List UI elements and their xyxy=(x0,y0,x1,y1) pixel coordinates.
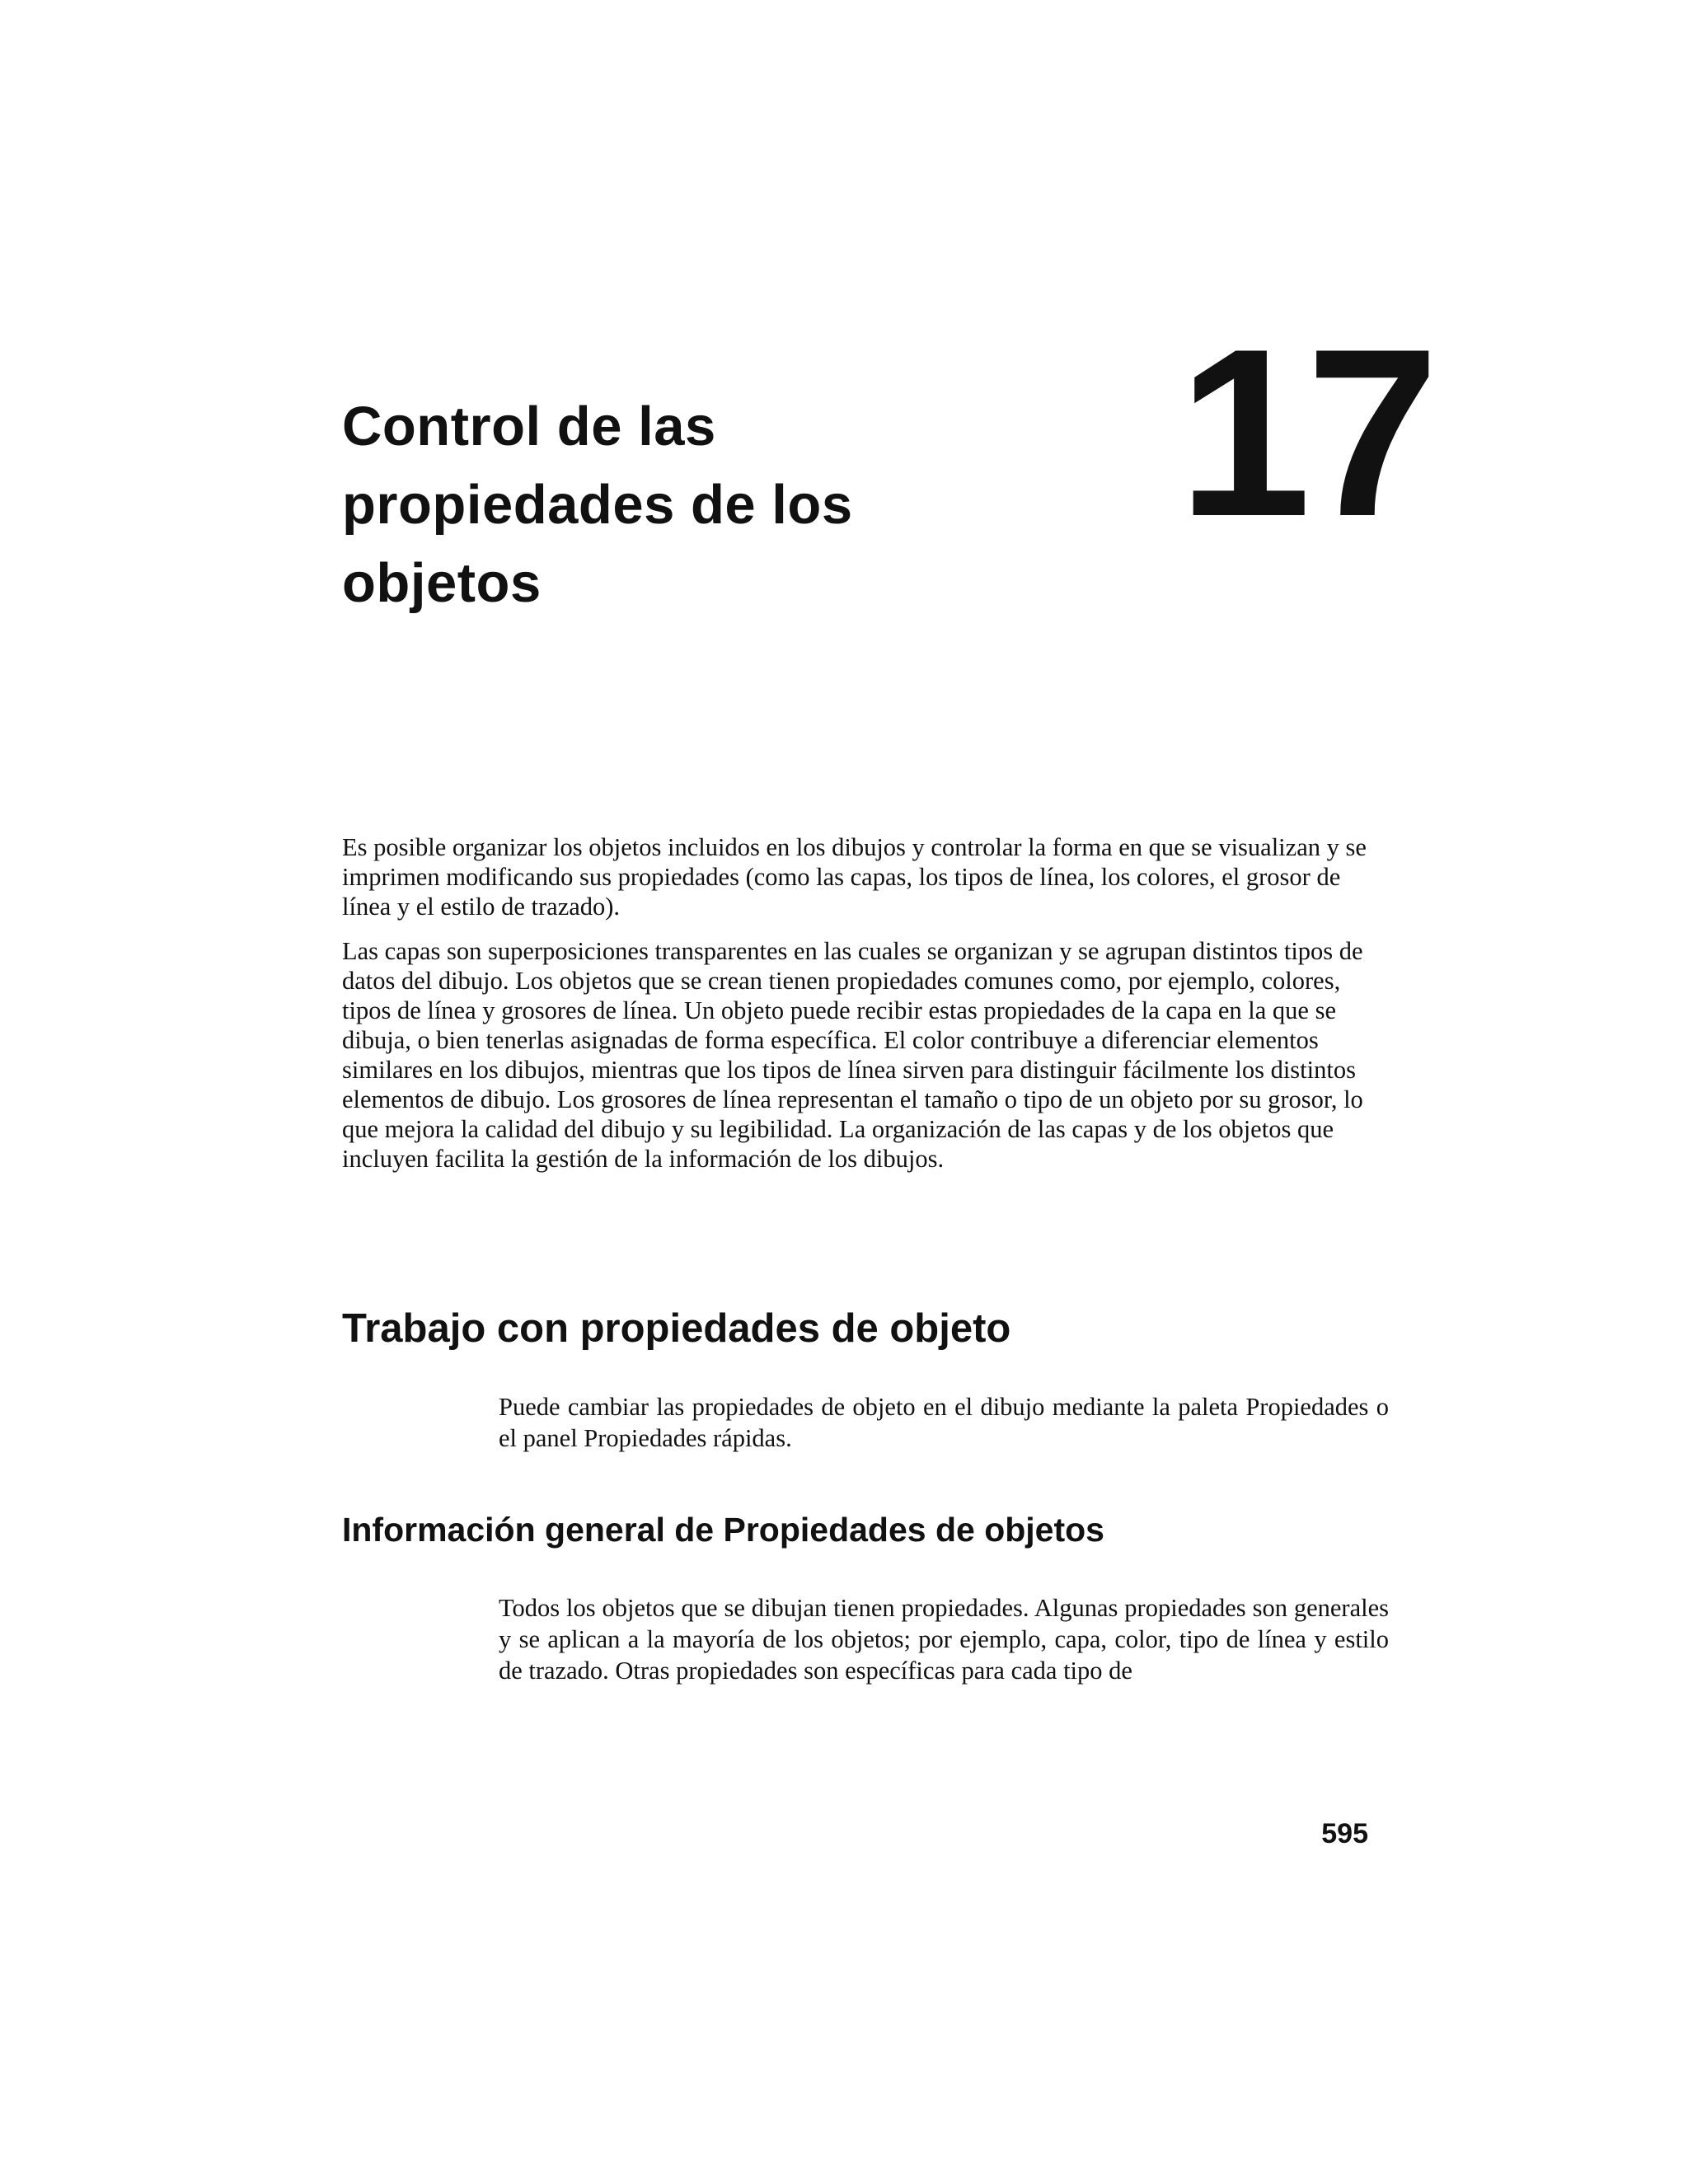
chapter-number: 17 xyxy=(1178,299,1434,566)
section-body: Puede cambiar las propiedades de objeto en el dibujo mediante la paleta Propiedades o el panel Propiedades rápidas. xyxy=(499,1393,1389,1452)
subsection-body: Todos los objetos que se dibujan tienen propiedades. Algunas propiedades son generales y se aplican a la mayoría de los objetos; por ejemplo, capa, color, tipo de línea y estilo de trazado. Otras propiedades son específicas para cada tipo de xyxy=(499,1594,1389,1685)
chapter-title: Control de las propiedades de los objetos xyxy=(342,396,853,614)
chapter-intro xyxy=(342,832,1393,1188)
page-number: 595 xyxy=(1321,1818,1368,1849)
section-heading: Trabajo con propiedades de objeto xyxy=(342,1306,1011,1351)
intro-paragraph: Es posible organizar los objetos incluidos en los dibujos y controlar la forma en que se visualizan y se imprimen modificando sus propiedades (como las capas, los tipos de línea, los colores, el grosor de línea y el estilo de trazado). xyxy=(342,833,1367,921)
intro-paragraph: Las capas son superposiciones transparentes en las cuales se organizan y se agrupan distintos tipos de datos del dibujo. Los objetos que se crean tienen propiedades comunes como, por ejemplo, colores, tipos de línea y grosores de línea. Un objeto puede recibir estas propiedades de la capa en la que se dibuja, o bien tenerlas asignadas de forma específica. El color contribuye a diferenciar elementos similares en los dibujos, mientras que los tipos de línea sirven para distinguir fácilmente los distintos elementos de dibujo. Los grosores de línea representan el tamaño o tipo de un objeto por su grosor, lo que mejora la calidad del dibujo y su legibilidad. La organización de las capas y de los objetos que incluyen facilita la gestión de la información de los dibujos. xyxy=(342,937,1363,1173)
subsection-heading: Información general de Propiedades de objetos xyxy=(342,1511,1104,1549)
